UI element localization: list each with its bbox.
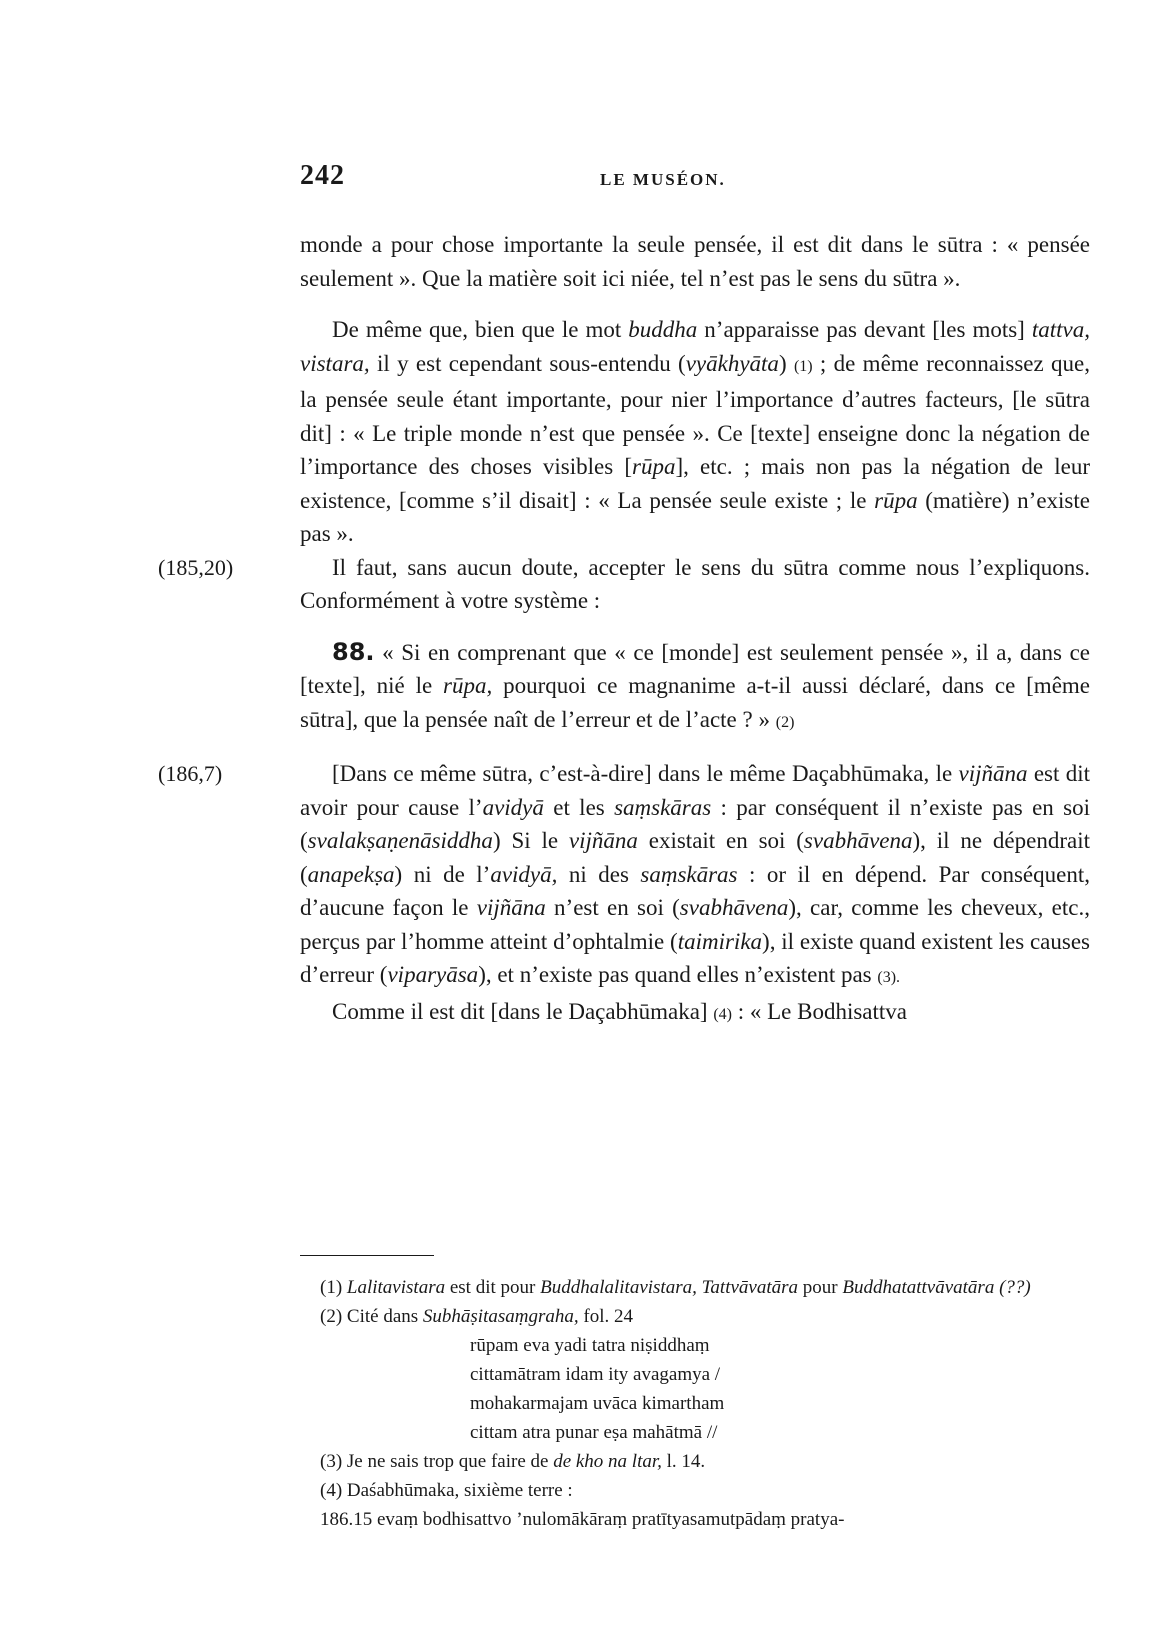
term-buddha: buddha	[628, 317, 698, 342]
footnote-1: (1) Lalitavistara est dit pour Buddhalalitavistara, Tattvāvatāra pour Buddhatattvāvatāra (??)	[320, 1277, 1031, 1298]
paragraph-1-text: monde a pour chose importante la seule pensée, il est dit dans le sūtra : « pensée seulement ». Que la matière soit ici niée, tel n’est pas le sens du sūtra ».	[300, 232, 1090, 291]
paragraph-2: De même que, bien que le mot buddha n’apparaisse pas devant [les mots] tattva, vistara, il y est cependant sous-entendu (vyākhyāta) (1) ; de même reconnaissez que, la pensée seule étant importante, pour nier l’importance d’autres facteurs, [le sūtra dit] : « Le triple monde n’est que pensée ». Ce [texte] enseigne donc la négation de l’importance des choses visibles [rūpa], etc. ; mais non pas la négation de leur existence, [comme s’il disait] : « La pensée seule existe ; le rūpa (matière) n’existe pas ».	[300, 317, 1091, 546]
term-svalaksanenasiddha: svalakṣaṇenāsiddha	[307, 828, 493, 853]
footnote-ref-4: (4)	[713, 1005, 732, 1023]
footnote-2: (2) Cité dans Subhāṣitasaṃgraha, fol. 24	[320, 1306, 633, 1327]
paragraph-5: (186,7) [Dans ce même sūtra, c’est-à-dire] dans le même Daçabhūmaka, le vijñāna est dit avoir pour cause l’avidyā et les saṃskāras : par conséquent il n’existe pas en soi (svalakṣaṇenāsiddha) Si le vijñāna existait en soi (svabhāvena), il ne dépendrait (anapekṣa) ni de l’avidyā, ni des saṃskāras : or il en dépend. Par conséquent, d’aucune façon le vijñāna n’est en soi (svabhāvena), car, comme les cheveux, etc., perçus par l’homme atteint d’ophtalmie (taimirika), il existe quand existent les causes d’erreur (viparyāsa), et n’existe pas quand elles n’existent pas (3).	[300, 757, 1090, 995]
footnote-ref-1: (1)	[793, 357, 813, 375]
term-tattva-vistara: tattva, vistara,	[300, 317, 1090, 376]
footnote-3: (3) Je ne sais trop que faire de de kho na ltar, l. 14.	[320, 1451, 706, 1472]
term-taimirika: taimirika	[677, 928, 763, 954]
running-title: LE MUSÉON.	[600, 170, 726, 189]
term-samskaras: saṃskāras	[614, 794, 712, 820]
verse-line: cittam atra punar eṣa mahātmā //	[470, 1422, 718, 1443]
stanza-88: 88. « Si en comprenant que « ce [monde] est seulement pensée », il a, dans ce [texte], nié le rūpa, pourquoi ce magnanime a-t-il aussi déclaré, dans ce [même sūtra], que la pensée naît de l’erreur et de l’acte ? » (2)	[300, 637, 1090, 732]
paragraph-6: Comme il est dit [dans le Daçabhūmaka] (4) : « Le Bodhisattva	[332, 998, 907, 1024]
term-vijnana: vijñāna	[958, 761, 1028, 786]
page-number: 242	[300, 160, 345, 191]
term-rupa: rūpa	[632, 454, 676, 479]
margin-reference: (185,20)	[158, 554, 234, 580]
page-header	[300, 160, 1090, 200]
footnote-divider	[300, 1255, 434, 1256]
verse-line: mohakarmajam uvāca kimartham	[470, 1393, 725, 1414]
term-viparyasa: viparyāsa	[387, 962, 479, 987]
paragraph-3: (185,20) Il faut, sans aucun doute, accepter le sens du sūtra comme nous l’expliquons. Conformément à votre système :	[300, 551, 1090, 618]
term-avidya: avidyā	[482, 794, 544, 820]
term-vyakhyata: vyākhyāta	[685, 350, 779, 376]
verse-line: cittamātram idam ity avagamya /	[470, 1364, 721, 1385]
margin-reference: (186,7)	[158, 761, 223, 786]
body-text	[158, 228, 1091, 1031]
footnotes	[300, 1273, 1090, 1534]
footnote-4-quote: 186.15 evaṃ bodhisattvo ’nulomākāraṃ pratītyasamutpādaṃ pratya-	[320, 1509, 845, 1530]
footnote-ref-3: (3).	[877, 969, 901, 986]
term-samskaras: saṃskāras	[640, 861, 738, 887]
term-svabhavena: svabhāvena	[803, 828, 913, 853]
footnote-ref-2: (2)	[775, 713, 795, 731]
paragraph-1	[300, 228, 1090, 295]
term-rupa: rūpa	[874, 487, 918, 513]
verse-line: rūpam eva yadi tatra niṣiddhaṃ	[470, 1335, 710, 1356]
term-rupa: rūpa,	[443, 673, 493, 698]
footnote-4: (4) Daśabhūmaka, sixième terre :	[320, 1480, 573, 1501]
term-vijnana: vijñāna	[476, 895, 546, 920]
term-svabhavena: svabhāvena	[679, 895, 789, 920]
term-vijnana: vijñāna	[568, 828, 638, 853]
term-avidya: avidyā,	[490, 861, 558, 887]
term-anapeksa: anapekṣa	[307, 861, 395, 887]
stanza-number: 88.	[332, 637, 375, 666]
